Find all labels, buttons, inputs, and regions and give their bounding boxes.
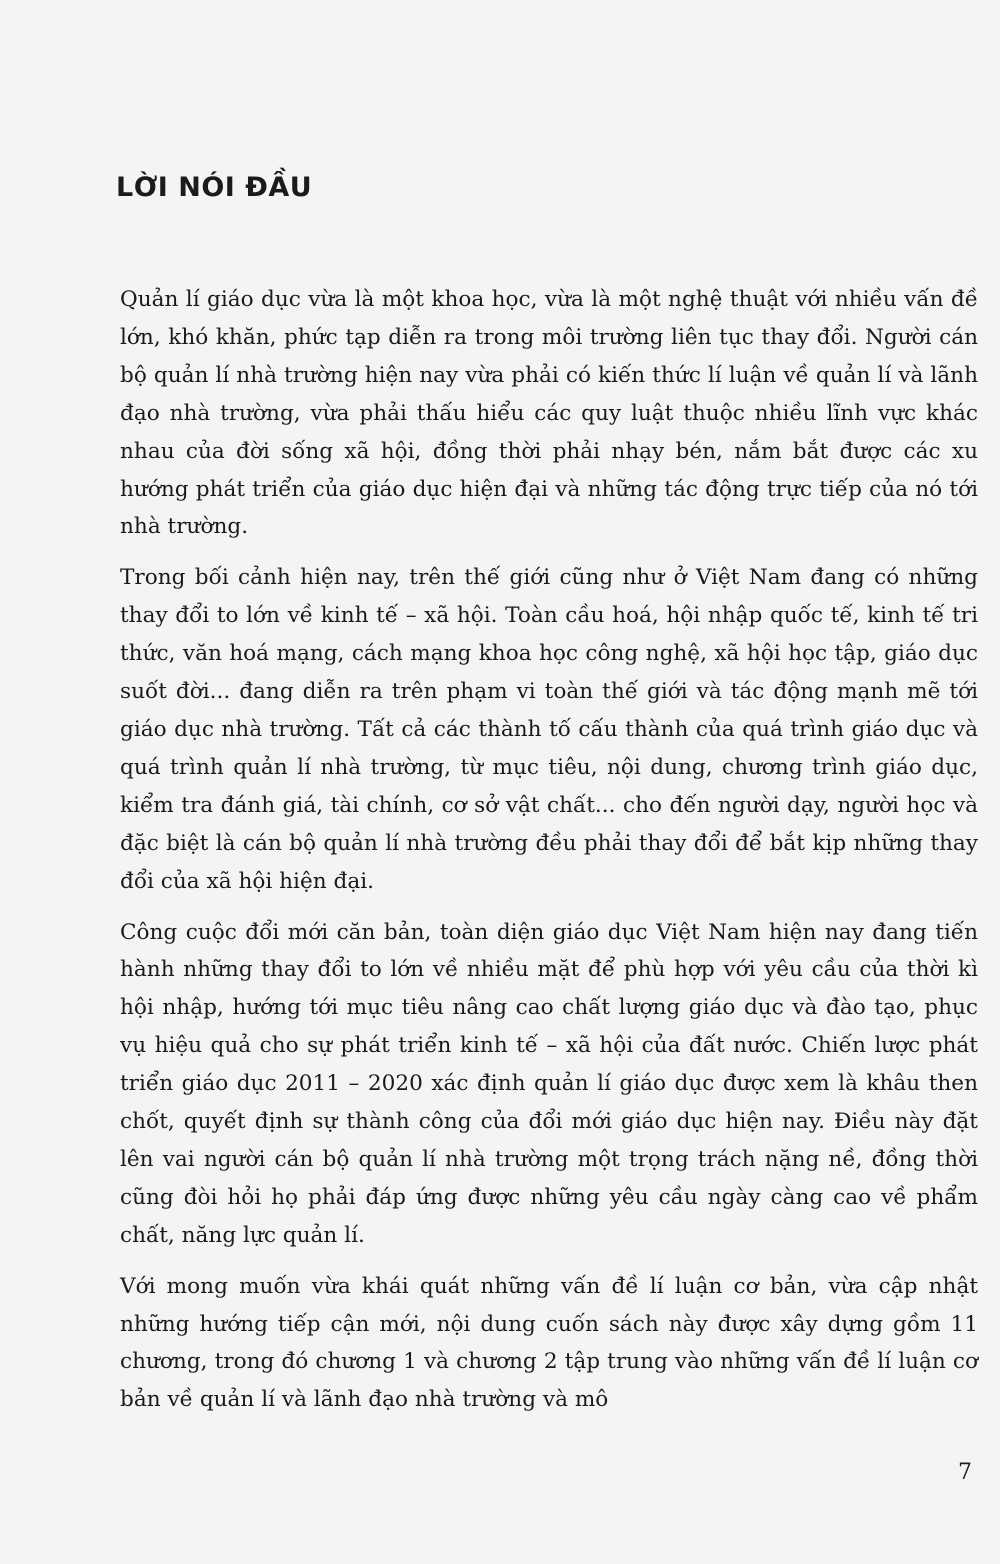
page-heading: LỜI NÓI ĐẦU xyxy=(116,172,313,203)
paragraph-3: Công cuộc đổi mới căn bản, toàn diện giáo dục Việt Nam hiện nay đang tiến hành những thay đổi to lớn về nhiều mặt để phù hợp với yêu cầu của thời kì hội nhập, hướng tới mục tiêu nâng cao chất lượng giáo dục và đào tạo, phục vụ hiệu quả cho sự phát triển kinh tế – xã hội của đất nước. Chiến lược phát triển giáo dục 2011 – 2020 xác định quản lí giáo dục được xem là khâu then chốt, quyết định sự thành công của đổi mới giáo dục hiện nay. Điều này đặt lên vai người cán bộ quản lí nhà trường một trọng trách nặng nề, đồng thời cũng đòi hỏi họ phải đáp ứng được những yêu cầu ngày càng cao về phẩm chất, năng lực quản lí. xyxy=(120,919,978,1248)
paragraph-4: Với mong muốn vừa khái quát những vấn đề lí luận cơ bản, vừa cập nhật những hướng tiếp cận mới, nội dung cuốn sách này được xây dựng gồm 11 chương, trong đó chương 1 và chương 2 tập trung vào những vấn đề lí luận cơ bản về quản lí và lãnh đạo nhà trường và mô xyxy=(120,1273,978,1413)
page-number: 7 xyxy=(958,1460,972,1485)
body-text xyxy=(120,281,978,1432)
paragraph-2: Trong bối cảnh hiện nay, trên thế giới cũng như ở Việt Nam đang có những thay đổi to lớn về kinh tế – xã hội. Toàn cầu hoá, hội nhập quốc tế, kinh tế tri thức, văn hoá mạng, cách mạng khoa học công nghệ, xã hội học tập, giáo dục suốt đời... đang diễn ra trên phạm vi toàn thế giới và tác động mạnh mẽ tới giáo dục nhà trường. Tất cả các thành tố cấu thành của quá trình giáo dục và quá trình quản lí nhà trường, từ mục tiêu, nội dung, chương trình giáo dục, kiểm tra đánh giá, tài chính, cơ sở vật chất... cho đến người dạy, người học và đặc biệt là cán bộ quản lí nhà trường đều phải thay đổi để bắt kịp những thay đổi của xã hội hiện đại. xyxy=(120,565,978,894)
paragraph-1: Quản lí giáo dục vừa là một khoa học, vừa là một nghệ thuật với nhiều vấn đề lớn, khó khăn, phức tạp diễn ra trong môi trường liên tục thay đổi. Người cán bộ quản lí nhà trường hiện nay vừa phải có kiến thức lí luận về quản lí và lãnh đạo nhà trường, vừa phải thấu hiểu các quy luật thuộc nhiều lĩnh vực khác nhau của đời sống xã hội, đồng thời phải nhạy bén, nắm bắt được các xu hướng phát triển của giáo dục hiện đại và những tác động trực tiếp của nó tới nhà trường. xyxy=(120,287,978,540)
